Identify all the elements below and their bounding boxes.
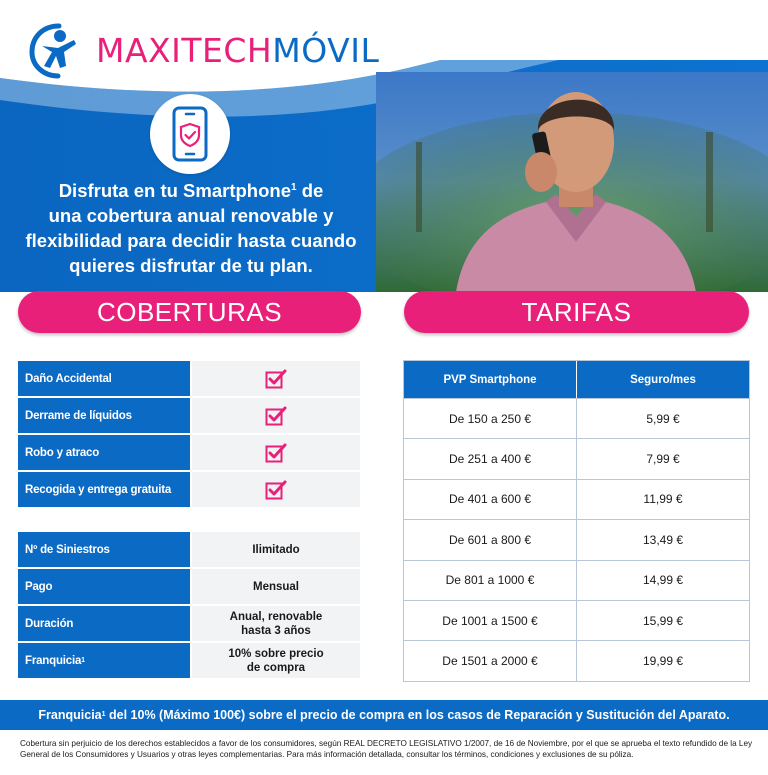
brand-name [96, 31, 379, 70]
detail-value: Mensual [192, 569, 360, 604]
monthly-fee: 11,99 € [643, 492, 683, 507]
monthly-fee: 15,99 € [642, 613, 684, 628]
table-row [404, 479, 749, 519]
coverage-check [192, 361, 360, 396]
coverage-check [192, 435, 360, 470]
coverage-label: Robo y atraco [18, 435, 190, 470]
monthly-fee: 19,99 € [642, 654, 684, 669]
coverage-check [192, 472, 360, 507]
banner-start: Franquicia [38, 708, 102, 722]
detail-row [18, 643, 360, 678]
coverage-check [192, 398, 360, 433]
detail-value-text: 10% sobre precio de compra [228, 647, 324, 674]
franchise-banner: Franquicia 1 del 10% (Máximo 100€) sobre el precio de compra en los casos de Reparación y Sustitución del Aparato. [0, 700, 768, 730]
table-row [404, 398, 749, 438]
checkbox-checked-icon [265, 443, 287, 463]
price-range: De 1501 a 2000 € [404, 641, 577, 680]
monthly-fee: 14,99 € [642, 573, 684, 588]
legal-disclaimer: Cobertura sin perjuicio de los derechos establecidos a favor de los consumidores, según REAL DECRETO LEGISLATIVO 1/2007, de 16 de Noviembre, por el que se aprueba el texto refundido de la Ley General de los Consumidores y Usuarios y otras leyes complementarias. Para más información detallada, consultar los términos, condiciones y exclusiones de su póliza. [20, 739, 753, 759]
headline-rest: una cobertura anual renovable y flexibilidad para decidir hasta cuando quieres disfrutar de tu plan. [25, 205, 357, 276]
table-row [404, 560, 749, 600]
detail-row [18, 569, 360, 604]
man-on-phone-photo [376, 72, 768, 292]
monthly-fee: 5,99 € [646, 411, 680, 426]
phone-shield-badge [150, 94, 230, 174]
brand-name-part1: MAXITECH [96, 30, 273, 70]
person-logo-icon [28, 20, 90, 80]
monthly-fee: 7,99 € [646, 452, 680, 467]
coverage-row [18, 472, 360, 507]
header-pvp: PVP Smartphone [404, 361, 577, 398]
coverage-row [18, 361, 360, 396]
detail-value [192, 606, 360, 641]
hero-headline [20, 178, 362, 278]
price-range: De 401 a 600 € [404, 480, 577, 519]
detail-label: Nº de Siniestros [18, 532, 190, 567]
price-range: De 150 a 250 € [404, 399, 577, 438]
monthly-fee: 13,49 € [642, 532, 684, 547]
detail-row [18, 532, 360, 567]
detail-label-text: Franquicia [25, 654, 82, 667]
coberturas-title: COBERTURAS [18, 291, 361, 333]
policy-details-table [18, 532, 360, 680]
detail-value: Ilimitado [192, 532, 360, 567]
price-range: De 601 a 800 € [404, 520, 577, 559]
table-row [404, 438, 749, 478]
header-seguro: Seguro/mes [630, 373, 696, 386]
detail-value [192, 643, 360, 678]
headline-line1-end: de [296, 180, 324, 201]
detail-row [18, 606, 360, 641]
table-row [404, 600, 749, 640]
brand-logo [28, 20, 379, 80]
coverage-label: Daño Accidental [18, 361, 190, 396]
detail-value-text: Anual, renovable hasta 3 años [229, 610, 323, 637]
price-range: De 251 a 400 € [404, 439, 577, 478]
price-range: De 1001 a 1500 € [404, 601, 577, 640]
phone-shield-icon [170, 106, 210, 162]
coverage-label: Derrame de líquidos [18, 398, 190, 433]
tarifas-title: TARIFAS [404, 291, 749, 333]
banner-end: del 10% (Máximo 100€) sobre el precio de compra en los casos de Reparación y Sustitución del Aparato. [105, 708, 730, 722]
headline-line1: Disfruta en tu Smartphone [58, 180, 291, 201]
tariffs-table [403, 360, 750, 682]
table-row [404, 640, 749, 680]
table-row [404, 519, 749, 559]
checkbox-checked-icon [265, 480, 287, 500]
price-range: De 801 a 1000 € [404, 561, 577, 600]
tariffs-header [404, 361, 749, 398]
coverage-row [18, 435, 360, 470]
headline-footnote-mark: 1 [291, 181, 297, 193]
detail-label: Duración [18, 606, 190, 641]
coverage-table [18, 361, 360, 509]
brand-name-part2: MÓVIL [272, 30, 380, 70]
coverage-label: Recogida y entrega gratuita [18, 472, 190, 507]
checkbox-checked-icon [265, 406, 287, 426]
detail-label: Franquicia 1 [18, 643, 190, 678]
coverage-row [18, 398, 360, 433]
checkbox-checked-icon [265, 369, 287, 389]
detail-label: Pago [18, 569, 190, 604]
